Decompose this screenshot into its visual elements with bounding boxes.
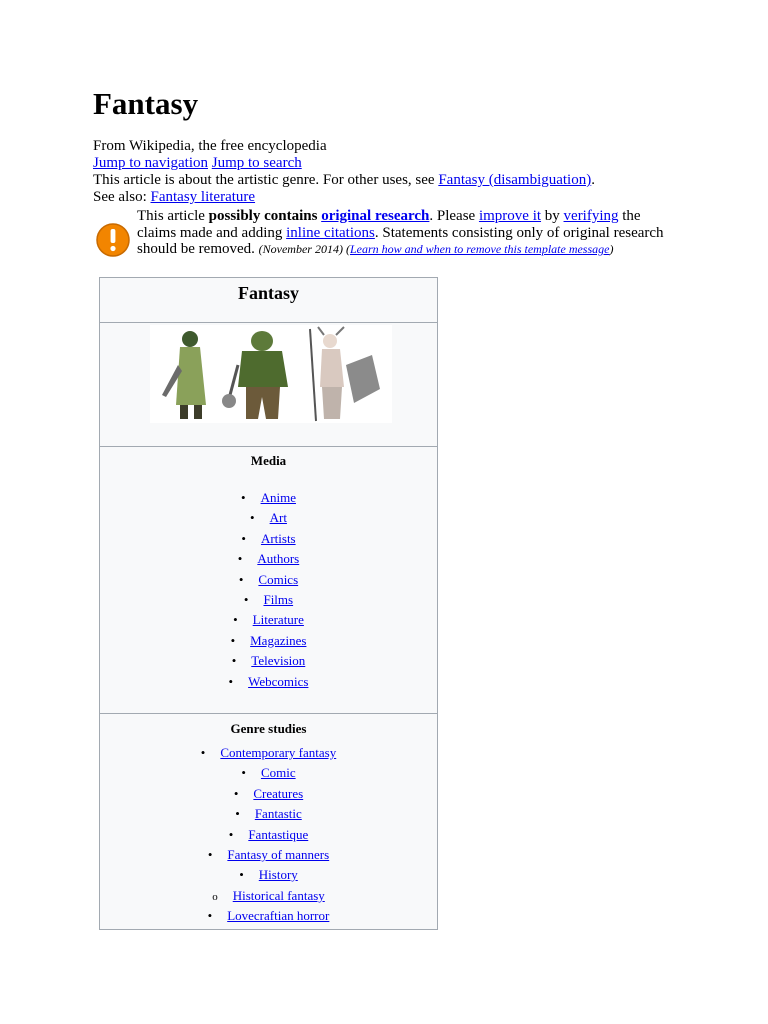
list-item [100, 825, 437, 845]
genre-item-link[interactable]: Fantasy of manners [227, 846, 330, 862]
infobox-divider [100, 446, 437, 447]
infobox-divider [100, 322, 437, 323]
page-title: Fantasy [93, 86, 199, 121]
list-item [100, 784, 437, 804]
notice-date: (November 2014) [258, 242, 343, 256]
learn-how-link[interactable]: Learn how and when to remove this template message [349, 242, 610, 256]
verifying-link[interactable]: verifying [563, 208, 619, 224]
hatnote [93, 172, 595, 189]
list-item [100, 549, 437, 569]
list-item [100, 865, 437, 885]
bullet: • [241, 490, 246, 505]
infobox-divider [100, 713, 437, 714]
bullet: • [207, 846, 213, 862]
genre-studies-list [100, 743, 437, 927]
genre-item-link[interactable]: History [258, 867, 298, 883]
bullet: • [235, 806, 240, 822]
list-item [100, 763, 437, 783]
media-item-link[interactable]: Magazines [250, 632, 307, 648]
notice-text-bold: possibly contains [208, 208, 322, 224]
bullet: • [231, 653, 237, 669]
notice-paren-open: ( [342, 242, 350, 256]
bullet: o [212, 890, 218, 903]
genre-item-link[interactable]: Comic [260, 765, 296, 781]
notice-text [137, 208, 677, 258]
bullet: • [207, 908, 213, 924]
notice-text-2: . Please [429, 208, 479, 224]
media-item-link[interactable]: Comics [258, 571, 299, 587]
list-item [100, 508, 437, 528]
hatnote-text: This article is about the artistic genre. For other uses, see [93, 172, 439, 188]
disambiguation-link[interactable]: Fantasy (disambiguation) [438, 172, 592, 188]
genre-item-link[interactable]: Lovecraftian horror [227, 908, 330, 924]
genre-item-link[interactable]: Historical fantasy [232, 887, 325, 903]
genre-item-link[interactable]: Contemporary fantasy [220, 745, 337, 760]
media-list [100, 488, 437, 692]
media-item-link[interactable]: Artists [260, 530, 296, 546]
original-research-link[interactable]: original research [321, 208, 430, 224]
list-item [100, 488, 437, 508]
media-heading: Media [250, 453, 287, 468]
infobox-title: Fantasy [237, 283, 299, 303]
infobox [99, 277, 438, 930]
list-item [100, 529, 437, 549]
media-item-link[interactable]: Anime [260, 490, 296, 505]
notice-text-3: by [541, 208, 564, 224]
fantasy-literature-link[interactable]: Fantasy literature [150, 189, 256, 205]
bullet: • [233, 785, 239, 801]
list-item [100, 590, 437, 610]
jump-links [93, 155, 595, 172]
bullet: • [238, 571, 244, 587]
bullet: • [241, 765, 246, 781]
genre-item-link[interactable]: Creatures [253, 785, 304, 801]
notice-text-5: . Statements consisting only of original research should be removed. [137, 224, 664, 257]
media-item-link[interactable]: Television [251, 653, 306, 669]
bullet: • [230, 632, 236, 648]
list-item [100, 610, 437, 630]
see-also [93, 189, 595, 206]
list-item [100, 651, 437, 671]
media-item-link[interactable]: Literature [252, 612, 304, 628]
list-item [100, 804, 437, 824]
bullet: • [228, 673, 234, 689]
notice-text-4: the claims made and adding [137, 208, 641, 241]
list-item [100, 886, 437, 906]
bullet: • [228, 826, 234, 842]
jump-to-search-link[interactable]: Jump to search [211, 155, 302, 171]
genre-item-link[interactable]: Fantastic [254, 806, 302, 822]
media-item-link[interactable]: Authors [257, 551, 300, 567]
bullet: • [233, 612, 238, 628]
bullet: • [239, 867, 244, 883]
notice-text-1: This article [137, 208, 209, 224]
hatnote-suffix: . [591, 172, 595, 188]
list-item [100, 906, 437, 926]
list-item [100, 845, 437, 865]
bullet: • [250, 510, 255, 526]
media-item-link[interactable]: Webcomics [248, 673, 309, 689]
media-item-link[interactable]: Films [263, 591, 294, 607]
improve-it-link[interactable]: improve it [478, 208, 542, 224]
list-item [100, 570, 437, 590]
notice-paren-close: ) [609, 242, 614, 256]
tagline: From Wikipedia, the free encyclopedia [93, 138, 327, 154]
article-header [93, 138, 595, 206]
genre-item-link[interactable]: Fantastique [248, 826, 309, 842]
genre-studies-heading: Genre studies [230, 721, 307, 736]
exclamation-icon [95, 222, 131, 258]
fantasy-characters-image [150, 325, 392, 423]
list-item [100, 631, 437, 651]
see-also-label: See also: [93, 189, 151, 205]
bullet: • [200, 745, 206, 760]
bullet: • [241, 530, 246, 546]
bullet: • [237, 551, 243, 567]
bullet: • [243, 591, 249, 607]
jump-to-navigation-link[interactable]: Jump to navigation [93, 155, 208, 171]
list-item [100, 672, 437, 692]
inline-citations-link[interactable]: inline citations [286, 224, 375, 241]
list-item [100, 743, 437, 763]
media-item-link[interactable]: Art [269, 510, 287, 526]
